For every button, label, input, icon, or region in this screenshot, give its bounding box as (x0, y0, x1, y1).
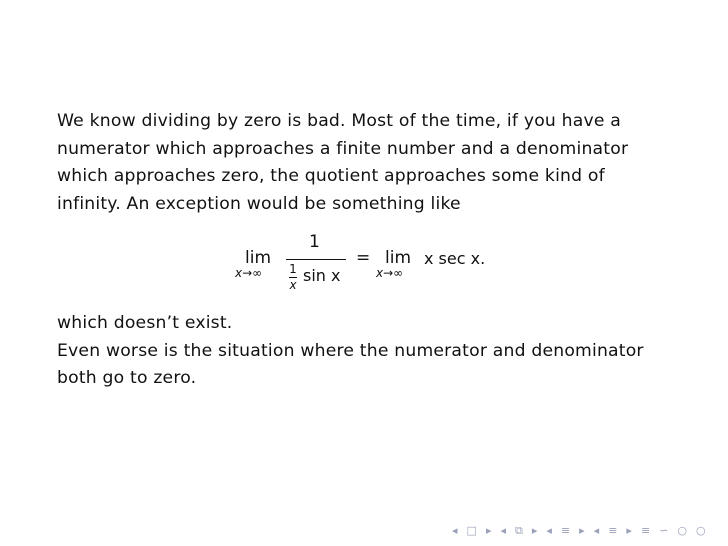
intro-paragraph (57, 108, 677, 218)
conclusion-line-2: Even worse is the situation where the numerator and denominator (57, 340, 644, 361)
nav-frame-icon[interactable]: □ (466, 524, 477, 537)
nav-appendix-icon[interactable]: ≡ (608, 524, 618, 537)
small-fraction-denominator: x (289, 278, 297, 292)
intro-line-4: infinity. An exception would be something like (57, 193, 461, 214)
nav-search-icon[interactable]: ○ (677, 524, 687, 537)
nav-next-appendix-icon[interactable]: ▸ (626, 524, 632, 537)
nav-prev-section-icon[interactable]: ◂ (546, 524, 552, 537)
conclusion-line-3: both go to zero. (57, 368, 197, 388)
rhs-expression: x sec x. (424, 249, 486, 268)
nav-prev-appendix-icon[interactable]: ◂ (593, 524, 600, 537)
nav-search-icon-2[interactable]: ○ (696, 524, 706, 537)
beamer-navigation-bar (452, 524, 706, 538)
fraction-numerator: 1 (309, 232, 320, 252)
nav-toc-icon[interactable]: ≡ (640, 524, 651, 537)
nav-next-section-icon[interactable]: ▸ (579, 524, 585, 537)
lim-operator-2: lim (385, 248, 412, 268)
conclusion-line-1: which doesn’t exist. (57, 313, 233, 333)
intro-line-2: numerator which approaches a finite number and a denominator (57, 138, 629, 159)
lim-operator: lim (245, 248, 272, 268)
limit-equation (0, 228, 728, 298)
conclusion-paragraph (57, 310, 677, 393)
lim-subscript-2: x→∞ (376, 266, 404, 280)
nav-subsection-icon[interactable]: ⧉ (515, 524, 523, 537)
nav-prev-frame-icon[interactable]: ◂ (452, 524, 458, 537)
denominator-sin: sin x (303, 266, 341, 285)
intro-line-1: We know dividing by zero is bad. Most of the time, if you have a (57, 111, 622, 131)
nav-prev-subsection-icon[interactable]: ◂ (500, 524, 506, 537)
nav-section-icon[interactable]: ≡ (560, 524, 571, 537)
nav-back-icon[interactable]: ∽ (659, 524, 669, 537)
lim-subscript: x→∞ (235, 266, 263, 280)
nav-next-subsection-icon[interactable]: ▸ (531, 524, 538, 537)
intro-line-3: which approaches zero, the quotient approaches some kind of (57, 166, 605, 186)
small-fraction-numerator: 1 (289, 262, 297, 276)
nav-next-frame-icon[interactable]: ▸ (485, 524, 492, 537)
equals-sign: = (356, 248, 371, 268)
fraction-bar (286, 259, 346, 260)
